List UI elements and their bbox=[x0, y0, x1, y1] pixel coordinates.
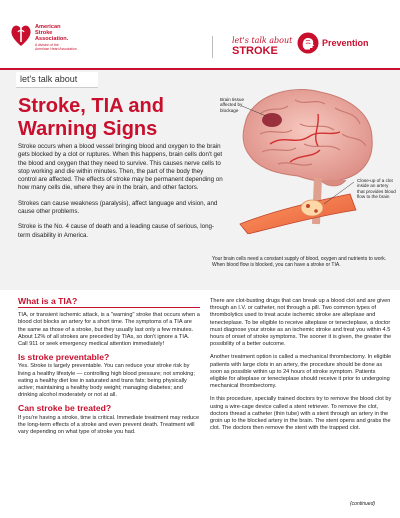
section-text: Another treatment option is called a mechanical thrombectomy. In eligible patients with large clots in an artery, the procedure should be done as soon as possible within up to 24 hours of stroke symptom. Patients eligible for alteplase or tenecteplase should receive it prior to undergoing mechanical thrombectomy. bbox=[210, 354, 392, 390]
page-title: Stroke, TIA and Warning Signs bbox=[18, 95, 164, 140]
intro-paragraph: Stroke occurs when a blood vessel bringing blood and oxygen to the brain gets blocked by a clot or ruptures. When this happens, brain cells don't get the blood and oxygen that they need to survive. This causes nerve cells to stop working and die within minutes. Then, the part of the body they control are affected. The effects of stroke may be permanent depending on how many cells die, where they are in the brain, and other factors. bbox=[18, 143, 223, 192]
section-text: Yes. Stroke is largely preventable. You can reduce your stroke risk by living a healthy lifestyle — controlling high blood pressure; not smoking; eating a healthy diet low in saturated and trans fats; being physically active; maintaining a healthy body weight; managing diabetes; and drinking alcohol moderately or not at all. bbox=[18, 363, 195, 399]
header-divider bbox=[212, 36, 213, 58]
page-header bbox=[0, 0, 400, 70]
continued-note: (continued) bbox=[350, 501, 376, 507]
left-column bbox=[18, 298, 200, 442]
series-title: STROKE bbox=[232, 45, 278, 57]
callout-clot: Close-up of a clot inside an artery that provides blood flow to the brain bbox=[357, 178, 396, 199]
right-column bbox=[210, 298, 392, 438]
intro-text bbox=[18, 143, 223, 247]
category-label: Prevention bbox=[322, 38, 369, 48]
brain-head-icon bbox=[297, 32, 319, 54]
section-heading: What is a TIA? bbox=[18, 298, 200, 308]
series-small-label: let's talk about bbox=[232, 36, 293, 45]
intro-paragraph: Strokes can cause weakness (paralysis), affect language and vision, and cause other problems. bbox=[18, 199, 218, 216]
kicker: let's talk about bbox=[20, 74, 78, 84]
section-text: There are clot-busting drugs that can break up a blood clot and are given through an I.V. or catheter, not through a pill. Two common types of thrombolytics used to treat acute ischemic stroke are alteplase and tenecteplase. To be eligible to receive alteplase or tenecteplase, a doctor must diagnose your stroke as an ischemic stroke and treat you within 4.5 hours of onset of stroke symptoms. The sooner it is given, the greater the possibility of a better outcome. bbox=[210, 298, 392, 348]
section-text: In this procedure, specially trained doctors try to remove the blood clot by using a wire-cage device called a stent retriever. To remove the clot, doctors thread a catheter (thin tube) with a stent through an artery in the groin up to the blocked artery in the brain. The stent opens and grabs the clot. The doctors then remove the stent with the trapped clot. bbox=[210, 396, 392, 432]
section-heading: Is stroke preventable? bbox=[18, 352, 110, 363]
org-name: American Stroke Association. A division of the American Heart Association bbox=[35, 24, 77, 51]
illustration-caption: Your brain cells need a constant supply of blood, oxygen and nutrients to work. When blood flow is blocked, you can have a stroke or TIA. bbox=[212, 256, 387, 269]
section-text: If you're having a stroke, time is critical. Immediate treatment may reduce the long-term effects of a stroke and even prevent death. Treatment will vary depending on what type of stroke you had. bbox=[18, 414, 200, 436]
intro-paragraph: Stroke is the No. 4 cause of death and a leading cause of serious, long-term disability in America. bbox=[18, 223, 215, 239]
callout-brain-tissue: Brain tissue affected by blockage bbox=[220, 97, 245, 113]
section-heading: Can stroke be treated? bbox=[18, 403, 112, 414]
heart-torch-logo-icon bbox=[10, 22, 32, 48]
section-text: TIA, or transient ischemic attack, is a "warning" stroke that occurs when a blood clot blocks an artery for a short time. The symptoms of a TIA are the same as those of a stroke, but they usually last only a few minutes. About 12% of all strokes are preceded by TIAs, so don't ignore a TIA. Call 911 or seek emergency medical attention immediately! bbox=[18, 312, 200, 348]
